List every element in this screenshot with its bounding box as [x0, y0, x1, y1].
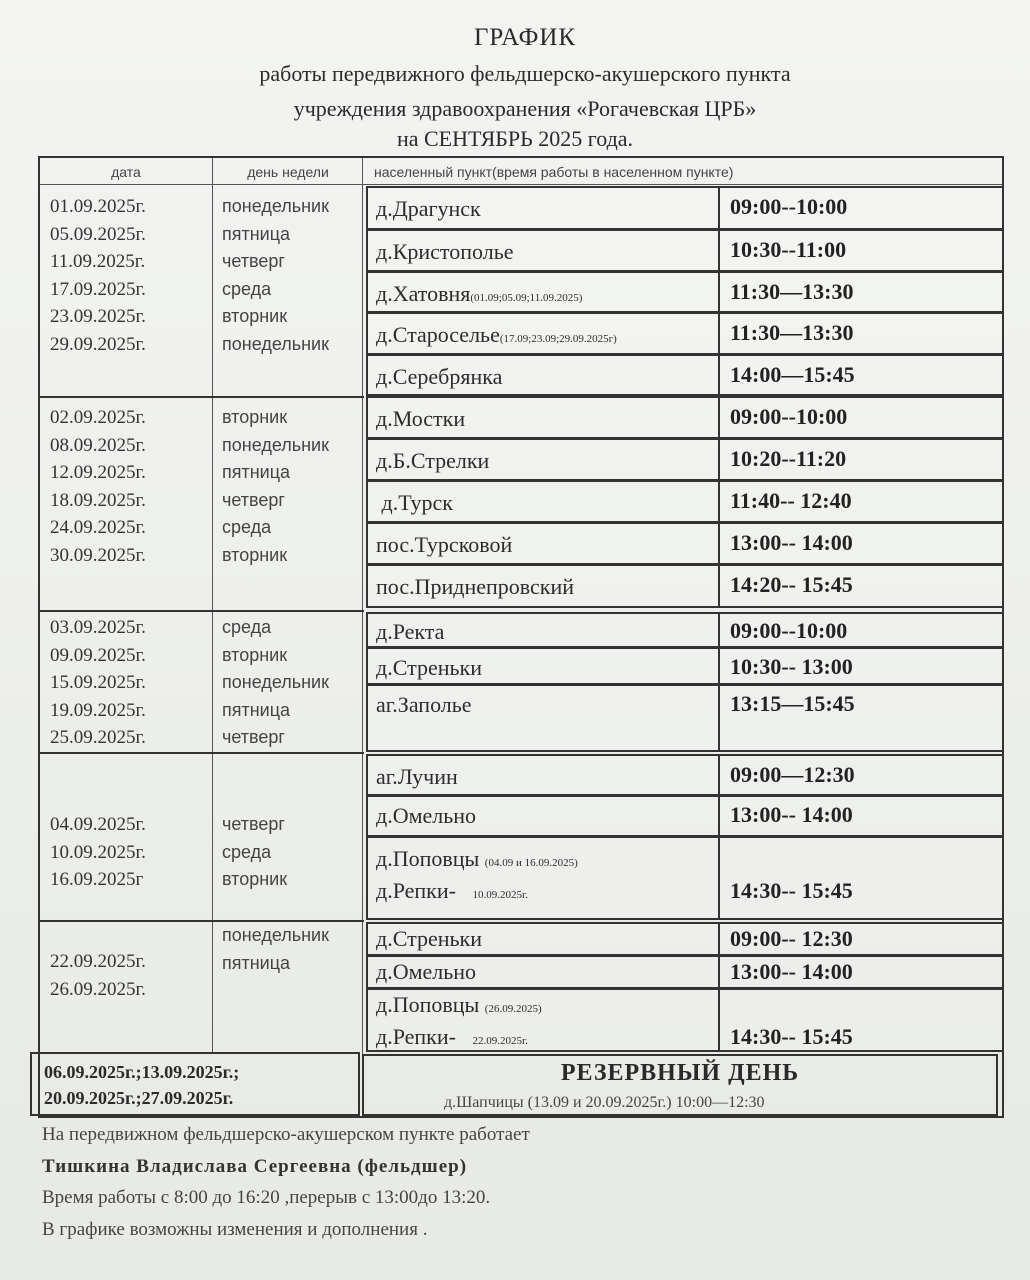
place-time: 13:00-- 14:00 [730, 802, 853, 827]
place-name: д.Ректа [376, 619, 445, 644]
place-time: 13:00-- 14:00 [730, 959, 853, 984]
group-divider-1 [40, 396, 364, 398]
place-row [366, 795, 1004, 837]
place-note-secondary: 22.09.2025г. [472, 1035, 528, 1047]
place-row [366, 312, 1004, 355]
place-time: 09:00-- 12:30 [730, 926, 853, 951]
place-row [366, 354, 1004, 396]
day-cell: понедельник [222, 434, 329, 455]
date-cell: 22.09.2025г. [50, 951, 146, 972]
place-name: д.Турск [376, 490, 453, 515]
date-cell: 29.09.2025г. [50, 333, 146, 355]
date-cell: 19.09.2025г. [50, 699, 146, 721]
place-row [366, 522, 1004, 565]
place-name-secondary: д.Репки- [376, 878, 456, 903]
day-cell: четверг [222, 727, 285, 748]
place-time: 09:00--10:00 [730, 404, 848, 429]
day-cell: пятница [222, 462, 291, 483]
day-cell: понедельник [222, 925, 329, 945]
place-note: (26.09.2025) [484, 1003, 542, 1015]
place-name: д.Серебрянка [376, 364, 503, 389]
date-cell: 03.09.2025г. [50, 617, 146, 638]
place-time: 11:30—13:30 [730, 279, 854, 304]
place-name: пос.Турсковой [376, 532, 513, 557]
date-cell: 17.09.2025г. [50, 278, 146, 300]
place-time: 09:00--10:00 [730, 618, 848, 643]
header-day: день недели [247, 164, 329, 180]
place-name: д.Стреньки [376, 926, 482, 951]
day-cell: понедельник [222, 333, 329, 354]
place-time: 14:00—15:45 [730, 362, 855, 387]
place-row [366, 922, 1004, 956]
date-cell: 16.09.2025г [50, 869, 144, 891]
day-cell: понедельник [222, 196, 329, 216]
day-cell: вторник [222, 544, 288, 565]
date-cell: 10.09.2025г. [50, 841, 146, 863]
place-name-secondary: д.Репки- [376, 1024, 456, 1049]
place-name: аг.Лучин [376, 764, 458, 789]
date-cell: 25.09.2025г. [50, 727, 146, 749]
date-cell: 11.09.2025г. [50, 251, 146, 273]
group-divider-3 [40, 752, 364, 754]
footer-note: В графике возможны изменения и дополнения . [42, 1219, 428, 1240]
day-cell: четверг [222, 814, 285, 834]
place-time: 10:20--11:20 [730, 446, 847, 471]
group-divider-2 [40, 610, 364, 612]
day-cell: вторник [222, 306, 288, 327]
place-row [366, 186, 1004, 230]
place-time: 14:30-- 15:45 [730, 1024, 853, 1049]
date-cell: 02.09.2025г. [50, 407, 146, 428]
place-row [366, 836, 1004, 920]
place-name: д.Омельно [376, 959, 477, 984]
date-cell: 09.09.2025г. [50, 644, 146, 666]
place-time: 11:30—13:30 [730, 320, 854, 345]
date-cell: 23.09.2025г. [50, 306, 146, 328]
reserve-detail: д.Шапчицы (13.09 и 20.09.2025г.) 10:00—12:30 [444, 1094, 765, 1111]
place-row [366, 988, 1004, 1052]
place-time: 10:30-- 13:00 [730, 654, 853, 679]
date-cell: 18.09.2025г. [50, 489, 146, 511]
place-time: 09:00--10:00 [730, 194, 848, 219]
place-time: 13:15—15:45 [730, 691, 855, 716]
day-cell: среда [222, 617, 272, 637]
group1-dates [50, 193, 146, 359]
reserve-title: РЕЗЕРВНЫЙ ДЕНЬ [560, 1060, 800, 1086]
group2-days [222, 404, 329, 570]
place-name: пос.Приднепровский [376, 574, 575, 599]
place-row [366, 396, 1004, 439]
date-cell: 30.09.2025г. [50, 544, 146, 566]
place-row [366, 229, 1004, 272]
place-row [366, 564, 1004, 608]
date-cell: 05.09.2025г. [50, 223, 146, 245]
group2-dates [50, 404, 146, 570]
group5-dates [50, 948, 146, 1003]
place-row [366, 647, 1004, 685]
day-cell: пятница [222, 699, 291, 720]
footer-staff-name: Тишкина Владислава Сергеевна (фельдшер) [42, 1156, 468, 1177]
date-cell: 08.09.2025г. [50, 434, 146, 456]
header-divider [40, 184, 1002, 185]
reserve-dates-line1: 06.09.2025г.;13.09.2025г.; [44, 1062, 240, 1082]
place-time: 09:00—12:30 [730, 762, 855, 787]
day-cell: среда [222, 278, 272, 299]
place-time: 11:40-- 12:40 [730, 488, 852, 513]
group5-days [222, 922, 329, 977]
place-row [366, 955, 1004, 989]
place-time: 14:20-- 15:45 [730, 572, 853, 597]
place-time: 13:00-- 14:00 [730, 530, 853, 555]
place-name: д.Поповцы [376, 846, 480, 871]
day-cell: среда [222, 517, 272, 538]
place-name: д.Поповцы [376, 992, 480, 1017]
group3-days [222, 614, 329, 752]
reserve-day-box [362, 1054, 998, 1116]
date-cell: 15.09.2025г. [50, 672, 146, 694]
day-cell: понедельник [222, 672, 329, 693]
footer-line-1: На передвижном фельдшерско-акушерском пункте работает [42, 1124, 530, 1145]
reserve-dates-line2: 20.09.2025г.;27.09.2025г. [44, 1088, 234, 1108]
place-note: (17.09;23.09;29.09.2025г) [499, 333, 617, 345]
date-cell: 04.09.2025г. [50, 814, 146, 835]
date-cell: 12.09.2025г. [50, 462, 146, 484]
place-row [366, 612, 1004, 648]
place-name: д.Кристополье [376, 239, 514, 264]
group3-dates [50, 614, 146, 752]
day-cell: среда [222, 841, 272, 862]
place-row [366, 480, 1004, 523]
day-cell: вторник [222, 644, 288, 665]
doc-title: ГРАФИК [473, 24, 577, 51]
group1-days [222, 193, 329, 359]
day-cell: пятница [222, 952, 291, 973]
doc-subtitle-2: учреждения здравоохранения «Рогачевская ЦРБ» [293, 96, 757, 121]
place-note-secondary: 10.09.2025г. [472, 889, 528, 901]
footer-work-hours: Время работы с 8:00 до 16:20 ,перерыв с 13:00до 13:20. [42, 1187, 491, 1208]
place-note: (01.09;05.09;11.09.2025) [470, 292, 583, 304]
date-cell: 24.09.2025г. [50, 517, 146, 539]
place-name: д.Драгунск [376, 196, 481, 221]
place-row [366, 438, 1004, 481]
place-time: 10:30--11:00 [730, 237, 847, 262]
place-name: д.Стреньки [376, 655, 482, 680]
day-cell: вторник [222, 869, 288, 890]
group4-days [222, 811, 287, 894]
place-row [366, 684, 1004, 752]
doc-subtitle-1: работы передвижного фельдшерско-акушерского пункта [259, 61, 791, 86]
place-name: д.Омельно [376, 803, 477, 828]
place-name: д.Староселье [376, 322, 500, 347]
place-name: д.Хатовня [376, 281, 471, 306]
date-cell: 26.09.2025г. [50, 978, 146, 1000]
place-row [366, 271, 1004, 313]
header-date: дата [111, 164, 141, 180]
place-note: (04.09 и 16.09.2025) [484, 857, 578, 869]
place-name: аг.Заполье [376, 692, 472, 717]
header-place: населенный пункт(время работы в населенном пункте) [374, 164, 734, 180]
day-cell: четверг [222, 251, 285, 272]
place-row [366, 754, 1004, 796]
group4-dates [50, 811, 146, 894]
date-cell: 01.09.2025г. [50, 196, 146, 217]
doc-subtitle-month: на СЕНТЯБРЬ 2025 года. [396, 126, 634, 151]
place-name: д.Б.Стрелки [376, 448, 490, 473]
place-time: 14:30-- 15:45 [730, 878, 853, 903]
day-cell: четверг [222, 489, 285, 510]
day-cell: вторник [222, 407, 288, 427]
place-name: д.Мостки [376, 406, 466, 431]
reserve-dates-box [30, 1052, 360, 1116]
day-cell: пятница [222, 223, 291, 244]
